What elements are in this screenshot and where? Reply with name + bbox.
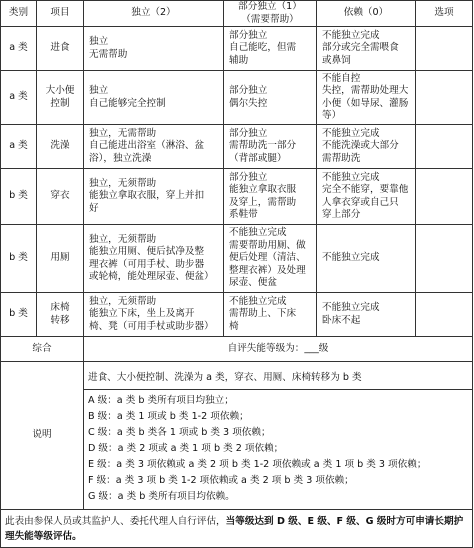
row-item: 洗澡: [37, 125, 84, 169]
row-partial: 部分独立 自己能吃，但需 辅助: [224, 27, 317, 71]
header-item: 项目: [37, 1, 84, 27]
row-dependent: 不能自控 失控，需帮助处理大 小便（如导尿、灌肠 等）: [317, 71, 416, 125]
row-category: b 类: [1, 293, 37, 337]
notes-row: [1, 362, 473, 510]
footer-note: [1, 510, 473, 548]
header-dependent: 依赖（0）: [317, 1, 416, 27]
row-item: 用厕: [37, 225, 84, 293]
summary-row: [1, 337, 473, 362]
row-independent: 独立 自己能够完全控制: [84, 71, 224, 125]
table-row: [1, 125, 473, 169]
table-row: [1, 293, 473, 337]
row-category: a 类: [1, 27, 37, 71]
row-independent: 独立，无须帮助 能独立拿取衣服，穿上并扣 好: [84, 169, 224, 225]
row-partial: 部分独立 需帮助洗一部分 （背部或腿）: [224, 125, 317, 169]
header-independent: 独立（2）: [84, 1, 224, 27]
footer-row: [1, 510, 473, 548]
row-partial: 不能独立完成 需要帮助用厕、做 便后处理（清洁、 整理衣裤）及处理 尿壶、便盆: [224, 225, 317, 293]
summary-label: 综合: [1, 337, 84, 362]
row-dependent: 不能独立完成 部分或完全需喂食 或鼻饲: [317, 27, 416, 71]
notes-classification: [84, 366, 472, 390]
header-option: 选项: [416, 1, 473, 27]
row-independent: 独立，无须帮助 能独立下床，坐上及离开 椅、凳（可用手杖或助步器）: [84, 293, 224, 337]
header-partial: 部分独立（1） （需要帮助）: [224, 1, 317, 27]
notes-grade-list: [84, 390, 472, 505]
footer-note-emphasis: 当等级达到 D 级、E 级、F 级、G 级时方可申请长期护理失能等级评估。: [5, 515, 464, 542]
row-option-field[interactable]: [416, 125, 473, 169]
grade-b-line: B 级：a 类 1 项或 b 类 1-2 项依赖；: [88, 411, 249, 422]
grade-e-line: E 级：a 类 3 项依赖或 a 类 2 项 b 类 1-2 项依赖或 a 类 1 项 b 类 3 项依赖；: [88, 459, 427, 470]
row-option-field[interactable]: [416, 71, 473, 125]
grade-c-line: C 级：a 类 b 类各 1 项或 b 类 3 项依赖；: [88, 427, 271, 438]
row-independent: 独立，无须帮助 能独立用厕、便后拭净及整 理衣裤（可用手杖、助步器 或轮椅，能处理尿壶、便盆）: [84, 225, 224, 293]
row-category: a 类: [1, 125, 37, 169]
grade-d-line: D 级：a 类 2 项或 a 类 1 项 b 类 2 项依赖；: [88, 443, 284, 454]
row-item: 穿衣: [37, 169, 84, 225]
row-partial: 部分独立 偶尔失控: [224, 71, 317, 125]
table-row: [1, 27, 473, 71]
summary-grade-field[interactable]: 自评失能等级为：___级: [84, 337, 473, 362]
row-independent: 独立，无需帮助 自己能进出浴室（淋浴、盆 浴），独立洗澡: [84, 125, 224, 169]
row-item: 大小便 控制: [37, 71, 84, 125]
row-dependent: 不能独立完成 完全不能穿，要靠他 人拿衣穿或自己只 穿上部分: [317, 169, 416, 225]
row-option-field[interactable]: [416, 27, 473, 71]
notes-line: 进食、大小便控制、洗澡为 a 类，穿衣、用厕、床椅转移为 b 类: [88, 371, 362, 383]
notes-label: 说明: [1, 362, 84, 510]
grade-a-line: A 级：a 类 b 类所有项目均独立；: [88, 395, 234, 406]
table-row: [1, 169, 473, 225]
row-option-field[interactable]: [416, 169, 473, 225]
row-independent: 独立 无需帮助: [84, 27, 224, 71]
grade-g-line: G 级：a 类 b 类所有项目均依赖。: [88, 491, 235, 502]
footer-note-text: 此表由参保人员或其监护人、委托代理人自行评估，: [5, 515, 226, 527]
header-category: 类别: [1, 1, 37, 27]
row-category: b 类: [1, 169, 37, 225]
row-item: 进食: [37, 27, 84, 71]
row-category: b 类: [1, 225, 37, 293]
row-item: 床椅 转移: [37, 293, 84, 337]
table-row: [1, 225, 473, 293]
row-category: a 类: [1, 71, 37, 125]
row-option-field[interactable]: [416, 225, 473, 293]
grade-f-line: F 级：a 类 3 项 b 类 1-2 项依赖或 a 类 2 项 b 类 3 项依赖；: [88, 475, 354, 486]
notes-cell: [84, 362, 473, 510]
row-option-field[interactable]: [416, 293, 473, 337]
table-row: [1, 71, 473, 125]
row-partial: 不能独立完成 需帮助上、下床 椅: [224, 293, 317, 337]
row-dependent: 不能独立完成: [317, 225, 416, 293]
row-dependent: 不能独立完成 不能洗澡或大部分 需帮助洗: [317, 125, 416, 169]
header-row: [1, 1, 473, 27]
row-dependent: 不能独立完成 卧床不起: [317, 293, 416, 337]
row-partial: 部分独立 能独立拿取衣服 及穿上，需帮助 系鞋带: [224, 169, 317, 225]
